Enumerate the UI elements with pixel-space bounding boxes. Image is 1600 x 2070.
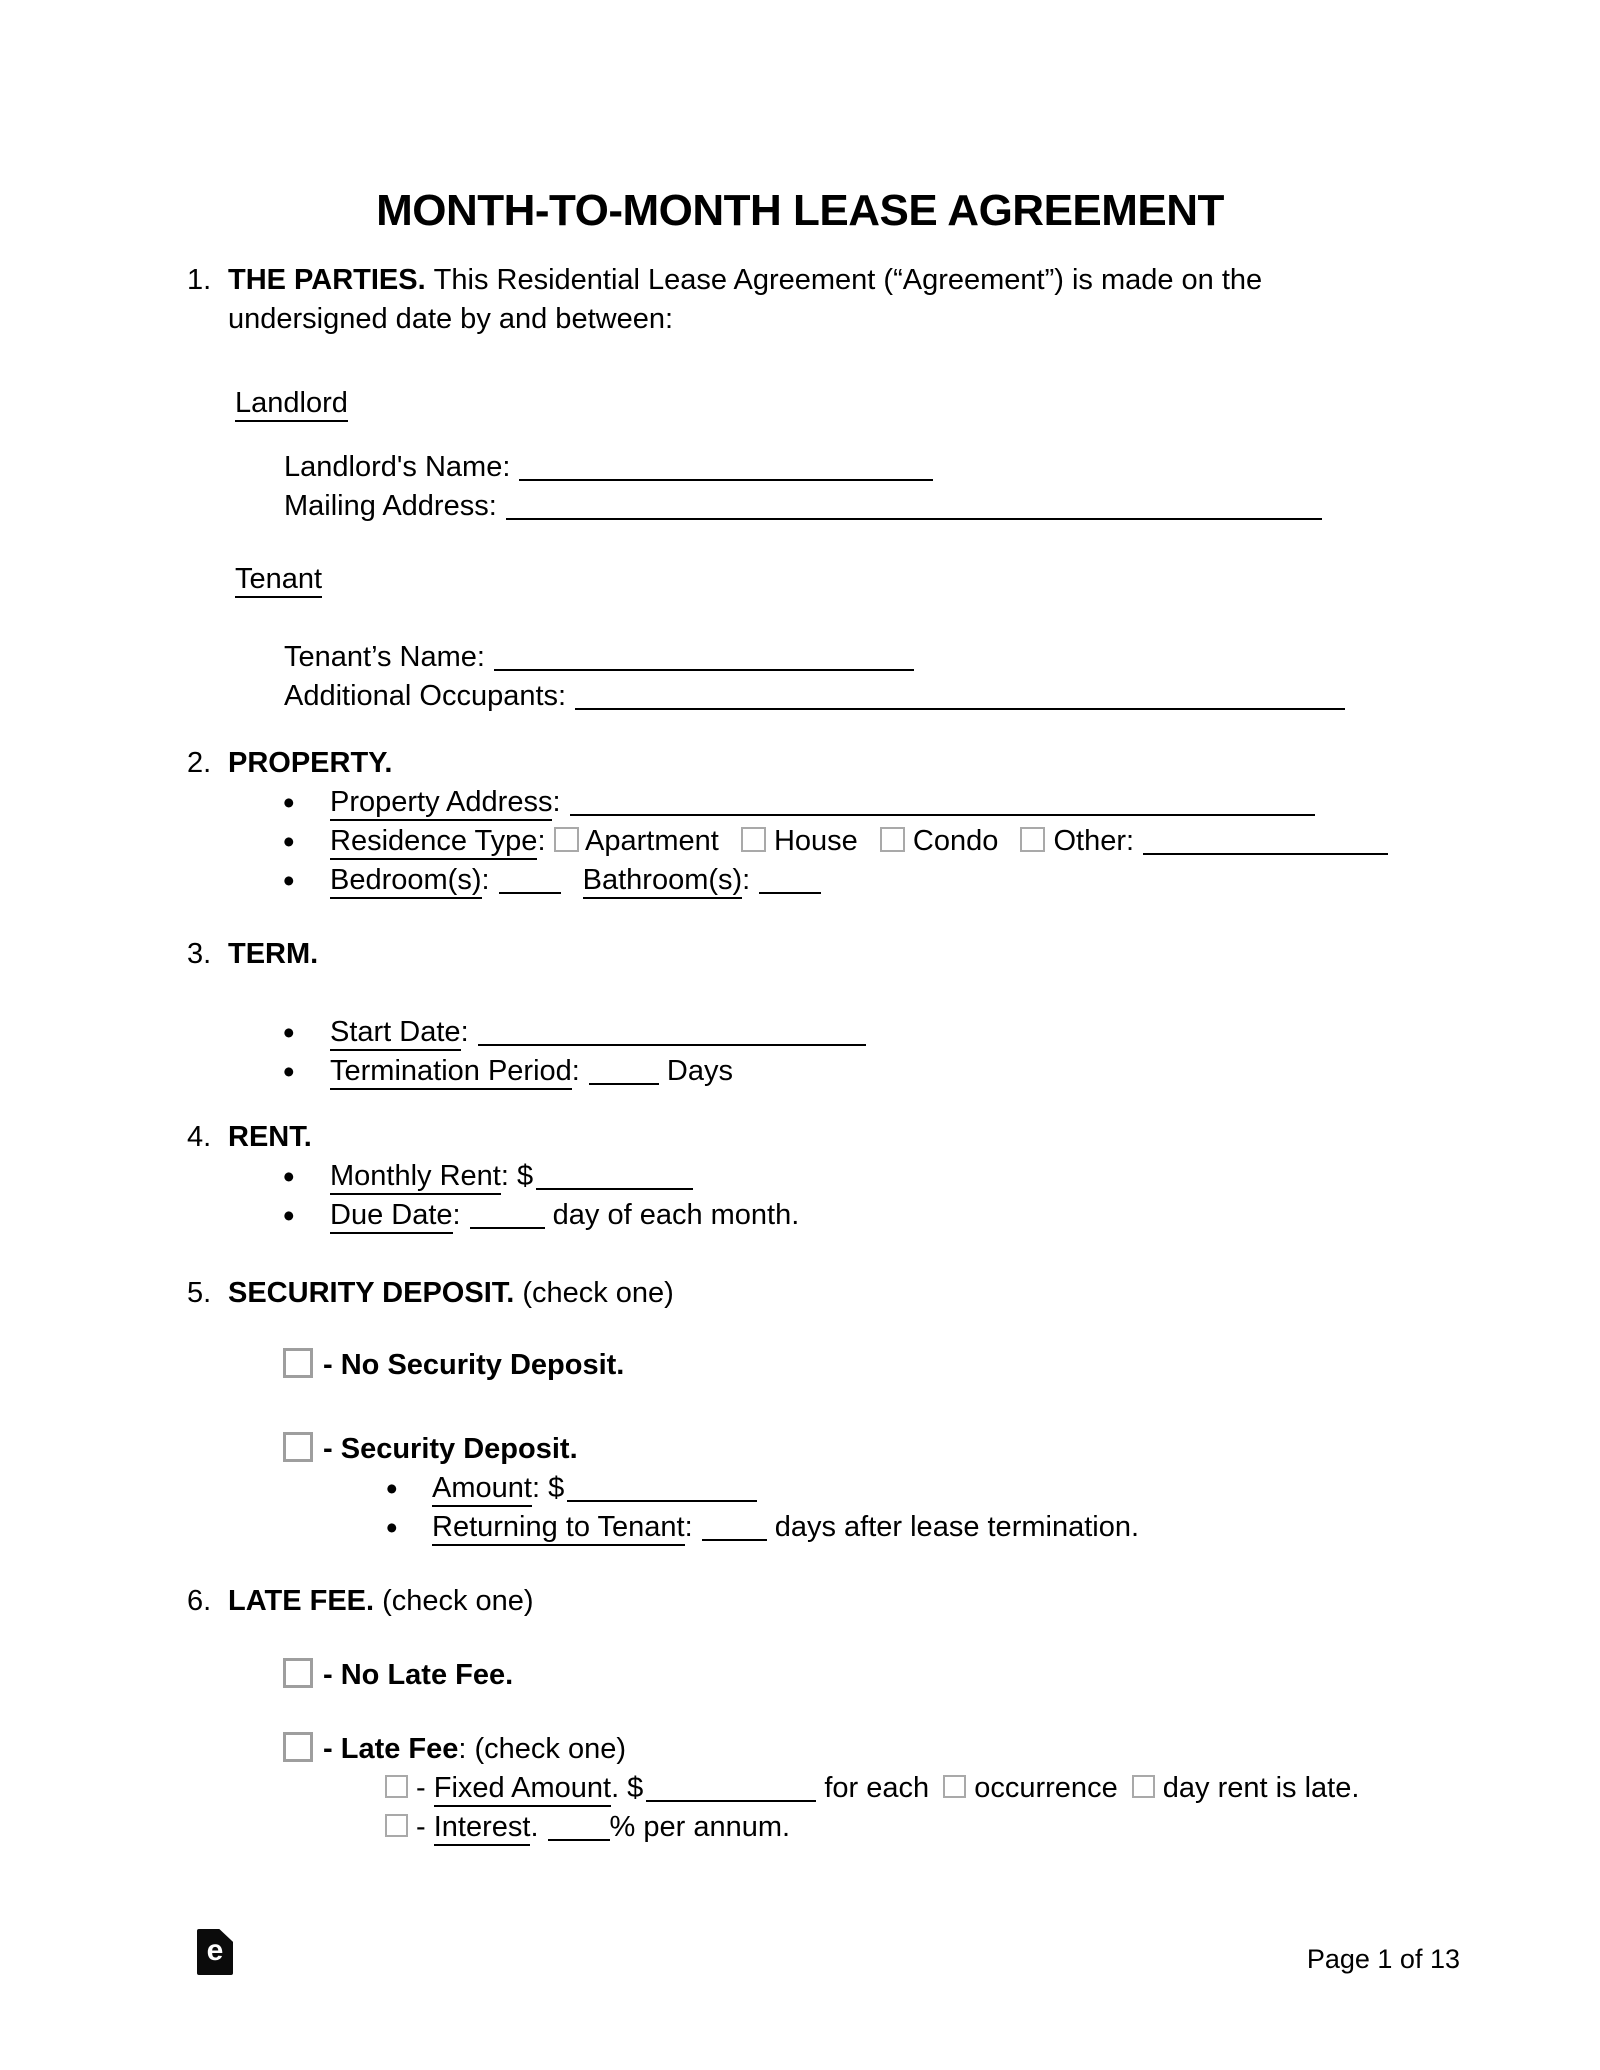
fixed-amount-blank[interactable] <box>646 1798 816 1802</box>
no-late-fee-line <box>283 1656 513 1695</box>
tenant-name-label: Tenant’s Name: <box>284 641 485 673</box>
residence-type-house-label: House <box>773 825 858 857</box>
mailing-address-blank[interactable] <box>506 516 1322 520</box>
security-deposit-label: Security Deposit. <box>340 1433 578 1465</box>
late-fee-line <box>283 1730 626 1769</box>
tenant-name-blank[interactable] <box>494 667 914 671</box>
section-3-heading-line <box>187 935 318 974</box>
tenant-header-line <box>235 560 322 599</box>
eforms-logo-icon <box>197 1929 233 1975</box>
deposit-amount-line <box>386 1469 757 1508</box>
landlord-header-line <box>235 384 348 423</box>
bathrooms-label: Bathroom(s) <box>583 864 743 899</box>
residence-type-line <box>283 822 1388 861</box>
occurrence-checkbox[interactable] <box>943 1775 966 1798</box>
residence-type-condo-label: Condo <box>912 825 999 857</box>
dash: - <box>416 1772 426 1804</box>
security-deposit-line <box>283 1430 578 1469</box>
interest-blank[interactable] <box>548 1837 610 1841</box>
day-rent-late-checkbox[interactable] <box>1132 1775 1155 1798</box>
additional-occupants-line <box>284 677 1345 716</box>
due-date-label: Due Date <box>330 1199 453 1234</box>
section-2-number: 2. <box>187 747 212 779</box>
tenant-header: Tenant <box>235 563 322 598</box>
security-deposit-checkbox[interactable] <box>283 1432 313 1462</box>
late-fee-label: Late Fee <box>340 1733 459 1765</box>
bullet-icon: • <box>283 1014 295 1051</box>
colon: : <box>537 825 546 857</box>
dash: - <box>416 1811 426 1843</box>
interest-suffix: % per annum. <box>609 1811 791 1843</box>
returning-to-tenant-suffix: days after lease termination. <box>774 1511 1140 1543</box>
late-fee-suffix: : (check one) <box>458 1733 627 1765</box>
colon: : <box>742 864 751 896</box>
additional-occupants-label: Additional Occupants: <box>284 680 567 712</box>
section-4-heading: RENT. <box>228 1121 312 1153</box>
no-security-deposit-label: No Security Deposit. <box>340 1349 625 1381</box>
termination-period-line <box>283 1052 733 1091</box>
start-date-blank[interactable] <box>478 1042 866 1046</box>
section-6-heading-suffix: (check one) <box>382 1585 534 1617</box>
bullet-icon: • <box>283 1197 295 1234</box>
property-address-label: Property Address <box>330 786 552 821</box>
landlord-name-line <box>284 448 933 487</box>
section-4-heading-line <box>187 1118 312 1157</box>
section-5-heading-suffix: (check one) <box>522 1277 674 1309</box>
section-1-intro-text-line2: undersigned date by and between: <box>228 303 674 335</box>
deposit-amount-label: Amount <box>432 1472 532 1507</box>
section-3-number: 3. <box>187 938 212 970</box>
section-5-heading: SECURITY DEPOSIT. <box>228 1277 515 1309</box>
tenant-name-line <box>284 638 914 677</box>
no-late-fee-checkbox[interactable] <box>283 1658 313 1688</box>
section-6-heading: LATE FEE. <box>228 1585 375 1617</box>
landlord-name-label: Landlord's Name: <box>284 451 511 483</box>
section-1-heading: THE PARTIES. <box>228 264 426 296</box>
mailing-address-label: Mailing Address: <box>284 490 497 522</box>
colon: : <box>460 1016 469 1048</box>
section-6-heading-line <box>187 1582 534 1621</box>
monthly-rent-colon-dollar: : $ <box>500 1160 534 1192</box>
bedrooms-bathrooms-line <box>283 861 821 900</box>
returning-to-tenant-blank[interactable] <box>702 1537 767 1541</box>
fixed-amount-line <box>385 1769 1359 1808</box>
residence-type-other-blank[interactable] <box>1143 851 1388 855</box>
section-1-intro-text: This Residential Lease Agreement (“Agreement”) is made on the <box>433 264 1263 296</box>
mailing-address-line <box>284 487 1322 526</box>
page-number-label: Page 1 of 13 <box>1306 1944 1460 1974</box>
due-date-blank[interactable] <box>470 1225 545 1229</box>
dash: - <box>323 1349 333 1381</box>
residence-type-label: Residence Type <box>330 825 537 860</box>
dash: - <box>323 1733 333 1765</box>
bullet-icon: • <box>283 1158 295 1195</box>
dash: - <box>323 1433 333 1465</box>
bullet-icon: • <box>283 784 295 821</box>
landlord-name-blank[interactable] <box>519 477 933 481</box>
late-fee-checkbox[interactable] <box>283 1732 313 1762</box>
bullet-icon: • <box>283 823 295 860</box>
termination-period-label: Termination Period <box>330 1055 572 1090</box>
monthly-rent-label: Monthly Rent <box>330 1160 501 1195</box>
monthly-rent-blank[interactable] <box>536 1186 693 1190</box>
section-2-heading: PROPERTY. <box>228 747 393 779</box>
deposit-amount-colon-dollar: : $ <box>531 1472 565 1504</box>
bullet-icon: • <box>283 862 295 899</box>
colon: : <box>552 786 561 818</box>
bullet-icon: • <box>283 1053 295 1090</box>
section-1-heading-line <box>187 261 1262 300</box>
fixed-amount-mid-text: for each <box>824 1772 930 1804</box>
termination-period-blank[interactable] <box>589 1081 659 1085</box>
residence-type-other-label: Other: <box>1053 825 1135 857</box>
due-date-line <box>283 1196 799 1235</box>
colon: : <box>571 1055 580 1087</box>
landlord-header: Landlord <box>235 387 348 422</box>
residence-type-other-checkbox[interactable] <box>1020 827 1045 852</box>
residence-type-apartment-checkbox[interactable] <box>554 827 579 852</box>
colon: : <box>481 864 490 896</box>
interest-line <box>385 1808 790 1847</box>
bathrooms-blank[interactable] <box>759 890 821 894</box>
fixed-amount-checkbox[interactable] <box>385 1775 408 1798</box>
no-security-deposit-line <box>283 1346 624 1385</box>
fixed-amount-period-dollar: . $ <box>611 1772 644 1804</box>
residence-type-apartment-label: Apartment <box>585 825 719 857</box>
residence-type-condo-checkbox[interactable] <box>880 827 905 852</box>
no-security-deposit-checkbox[interactable] <box>283 1348 313 1378</box>
interest-checkbox[interactable] <box>385 1814 408 1837</box>
returning-to-tenant-line <box>386 1508 1139 1547</box>
no-late-fee-label: No Late Fee. <box>340 1659 514 1691</box>
residence-type-house-checkbox[interactable] <box>741 827 766 852</box>
interest-label: Interest <box>434 1811 531 1846</box>
document-title: MONTH-TO-MONTH LEASE AGREEMENT <box>376 186 1224 235</box>
colon: : <box>684 1511 693 1543</box>
section-5-number: 5. <box>187 1277 212 1309</box>
bullet-icon: • <box>386 1470 398 1507</box>
section-3-heading: TERM. <box>228 938 319 970</box>
termination-period-suffix: Days <box>666 1055 733 1087</box>
returning-to-tenant-label: Returning to Tenant <box>432 1511 685 1546</box>
bedrooms-label: Bedroom(s) <box>330 864 482 899</box>
section-1-number: 1. <box>187 264 212 296</box>
section-4-number: 4. <box>187 1121 212 1153</box>
bullet-icon: • <box>386 1509 398 1546</box>
section-6-number: 6. <box>187 1585 212 1617</box>
bedrooms-blank[interactable] <box>499 890 561 894</box>
monthly-rent-line <box>283 1157 693 1196</box>
section-5-heading-line <box>187 1274 674 1313</box>
property-address-blank[interactable] <box>570 812 1315 816</box>
due-date-suffix: day of each month. <box>552 1199 800 1231</box>
property-address-line <box>283 783 1315 822</box>
fixed-amount-label: Fixed Amount <box>434 1772 611 1807</box>
occurrence-label: occurrence <box>974 1772 1118 1804</box>
section-2-heading-line <box>187 744 392 783</box>
start-date-line <box>283 1013 866 1052</box>
interest-period: . <box>530 1811 539 1843</box>
start-date-label: Start Date <box>330 1016 461 1051</box>
colon: : <box>452 1199 461 1231</box>
dash: - <box>323 1659 333 1691</box>
logo-letter: e <box>206 1934 224 1967</box>
day-rent-late-label: day rent is late. <box>1162 1772 1360 1804</box>
additional-occupants-blank[interactable] <box>575 706 1345 710</box>
deposit-amount-blank[interactable] <box>567 1498 757 1502</box>
